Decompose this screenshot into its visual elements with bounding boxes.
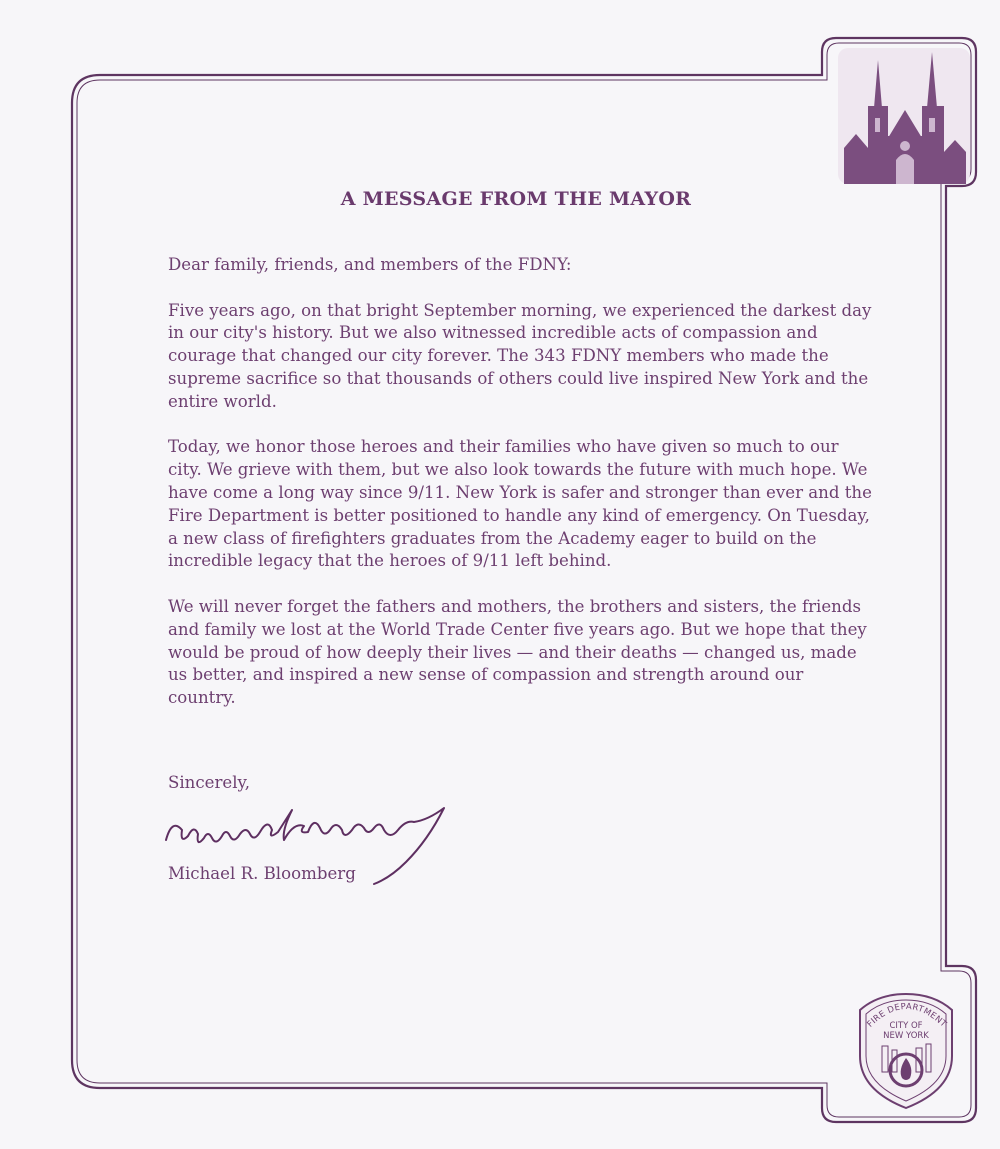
fdny-badge-icon	[856, 990, 956, 1112]
page-title: A MESSAGE FROM THE MAYOR	[340, 188, 692, 210]
letter-body	[168, 254, 872, 733]
signer-name: Michael R. Bloomberg	[168, 864, 356, 883]
badge-line-2: CITY OF	[889, 1021, 923, 1031]
closing: Sincerely,	[168, 773, 250, 792]
salutation: Dear family, friends, and members of the FDNY:	[168, 255, 572, 274]
paragraph-2: Today, we honor those heroes and their families who have given so much to our city. We grieve with them, but we also look towards the future with much hope. We have come a long way since 9/11. New York is safer and stronger than ever and the Fire Department is better positioned to handle any kind of emergency. On Tuesday, a new class of firefighters graduates from the Academy eager to build on the incredible legacy that the heroes of 9/11 left behind.	[168, 437, 872, 571]
paragraph-3: We will never forget the fathers and mothers, the brothers and sisters, the friends and family we lost at the World Trade Center five years ago. But we hope that they would be proud of how deeply their lives — and their deaths — changed us, made us better, and inspired a new sense of compassion and strength around our country.	[168, 596, 867, 708]
cathedral-image	[838, 48, 970, 184]
badge-line-1: FIRE DEPARTMENT	[865, 1001, 949, 1030]
badge-line-3: NEW YORK	[883, 1031, 929, 1041]
paragraph-1: Five years ago, on that bright September morning, we experienced the darkest day in our city's history. But we also witnessed incredible acts of compassion and courage that changed our city forever. The 343 FDNY members who made the supreme sacrifice so that thousands of others could live inspired New York and the entire world.	[168, 300, 872, 411]
